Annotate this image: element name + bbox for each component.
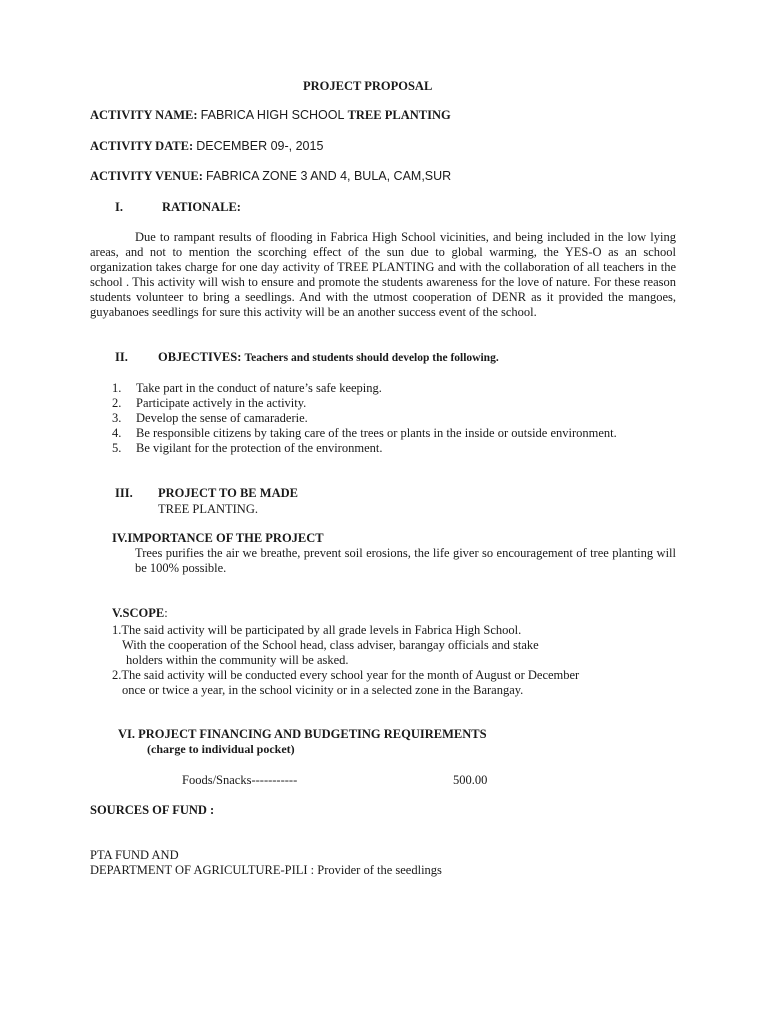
sources-line2: DEPARTMENT OF AGRICULTURE-PILI : Provider of the seedlings <box>90 863 442 877</box>
scope-item1-line1: 1.The said activity will be participated by all grade levels in Fabrica High School. <box>112 623 522 637</box>
document-title: PROJECT PROPOSAL <box>303 79 433 93</box>
activity-name-label: ACTIVITY NAME: <box>90 108 198 122</box>
list-item: 1. Take part in the conduct of nature’s safe keeping. <box>112 381 382 395</box>
sources-heading: SOURCES OF FUND : <box>90 803 215 817</box>
rationale-paragraph: Due to rampant results of flooding in Fabrica High School vicinities, and being included in the low lying areas, and not to mention the scorching effect of the sun due to global warming, the YES-O as an school organization takes charge for one day activity of TREE PLANTING and with the collaboration of all teachers in the school . This activity will wish to ensure and promote the students awareness for the love of nature. For these reason students volunteer to bring a seedlings. And with the utmost cooperation of DENR as it provided the mangoes, guyabanoes seedlings for sure this activity will be an another success event of the school. <box>90 230 676 319</box>
activity-name-value-bold: TREE PLANTING <box>347 108 451 122</box>
objectives-heading-line <box>158 350 499 366</box>
objectives-list <box>112 381 672 456</box>
scope-colon: : <box>164 606 168 620</box>
objectives-subheading: Teachers and students should develop the following. <box>244 352 499 364</box>
rationale-numeral: I. <box>115 200 123 214</box>
rationale-heading: RATIONALE: <box>162 200 241 214</box>
budget-item-label: Foods/Snacks----------- <box>182 773 298 787</box>
scope-heading: V.SCOPE <box>112 606 165 620</box>
scope-item1-line3: holders within the community will be asked. <box>126 653 349 667</box>
list-item: 4. Be responsible citizens by taking care of the trees or plants in the inside or outside environment. <box>112 426 617 440</box>
importance-paragraph: Trees purifies the air we breathe, prevent soil erosions, the life giver so encouragement of tree planting will be 100% possible. <box>135 546 676 575</box>
activity-venue-value: FABRICA ZONE 3 AND 4, BULA, CAM,SUR <box>206 169 452 183</box>
objectives-numeral: II. <box>115 350 128 364</box>
financing-subheading: (charge to individual pocket) <box>147 742 295 756</box>
list-item: 2. Participate actively in the activity. <box>112 396 307 410</box>
activity-venue-label: ACTIVITY VENUE: <box>90 169 203 183</box>
scope-item2-line2: once or twice a year, in the school vicinity or in a selected zone in the Barangay. <box>122 683 524 697</box>
list-item: 5. Be vigilant for the protection of the environment. <box>112 441 383 455</box>
importance-heading: IV.IMPORTANCE OF THE PROJECT <box>112 531 324 545</box>
activity-name-line <box>90 108 451 123</box>
scope-heading-line <box>112 606 168 621</box>
budget-item-amount: 500.00 <box>453 773 488 787</box>
activity-date-value: DECEMBER 09-, 2015 <box>196 139 324 153</box>
list-item: 3. Develop the sense of camaraderie. <box>112 411 308 425</box>
project-value: TREE PLANTING. <box>158 502 258 516</box>
activity-date-line <box>90 139 323 154</box>
activity-name-value: FABRICA HIGH SCHOOL <box>200 108 345 122</box>
scope-item1-line2: With the cooperation of the School head, class adviser, barangay officials and stake <box>122 638 539 652</box>
financing-heading: VI. PROJECT FINANCING AND BUDGETING REQUIREMENTS <box>118 727 487 741</box>
project-heading: PROJECT TO BE MADE <box>158 486 298 500</box>
sources-line1: PTA FUND AND <box>90 848 179 862</box>
objectives-heading: OBJECTIVES: <box>158 350 242 364</box>
scope-item2-line1: 2.The said activity will be conducted every school year for the month of August or December <box>112 668 580 682</box>
activity-date-label: ACTIVITY DATE: <box>90 139 194 153</box>
project-numeral: III. <box>115 486 133 500</box>
activity-venue-line <box>90 169 451 184</box>
